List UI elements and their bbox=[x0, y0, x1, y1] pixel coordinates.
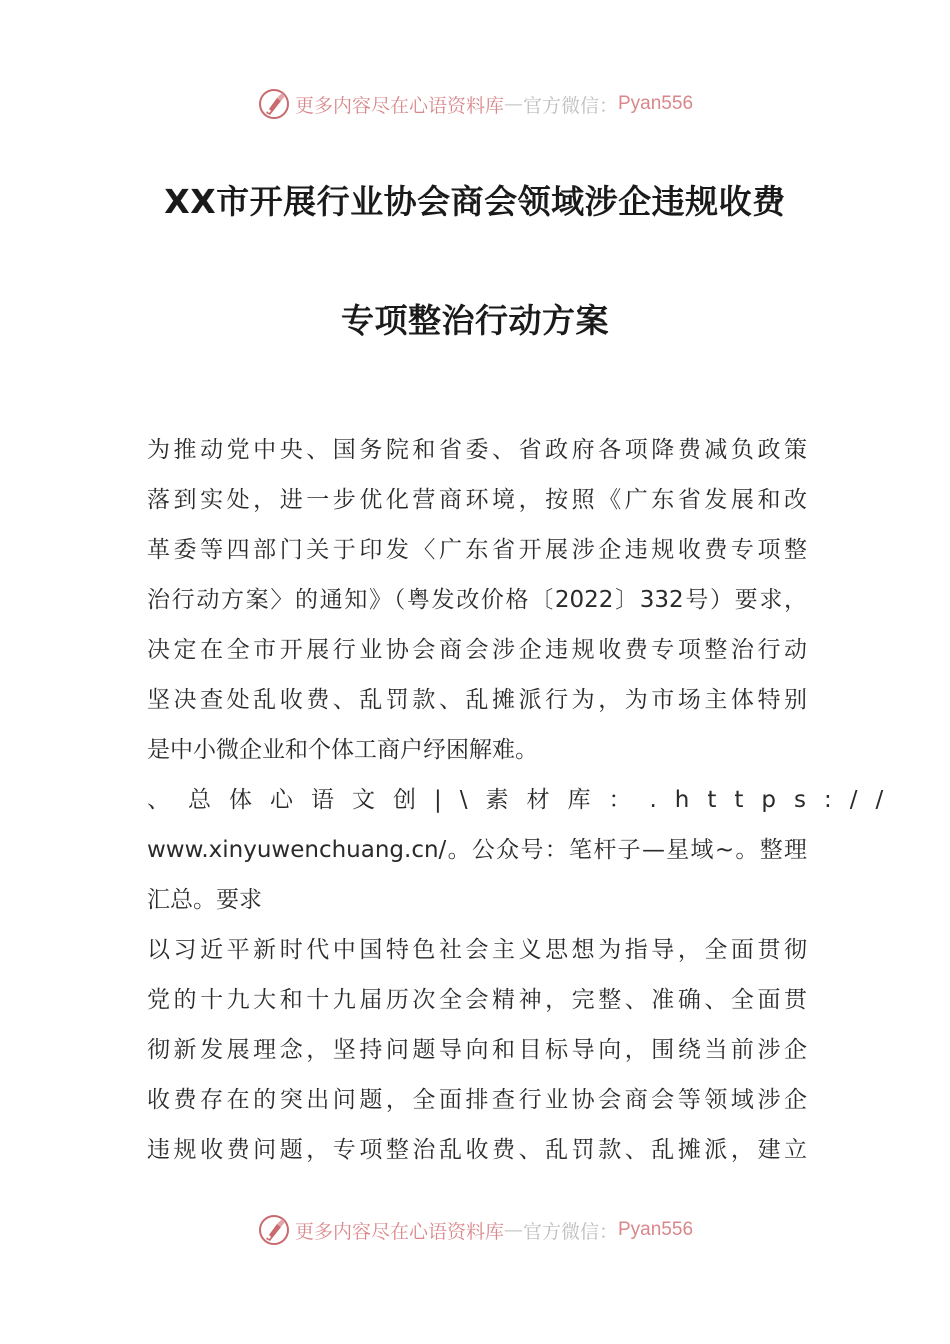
body-line: 决定在全市开展行业协会商会涉企违规收费专项整治行动 bbox=[147, 637, 807, 663]
body-line: 党的十九大和十九届历次全会精神，完整、准确、全面贯 bbox=[147, 987, 807, 1013]
body-line: 为推动党中央、国务院和省委、省政府各项降费减负政策 bbox=[147, 437, 807, 463]
body-line: 是中小微企业和个体工商户纾困解难。 bbox=[147, 737, 538, 763]
banner-dash: — bbox=[503, 93, 523, 115]
header-banner bbox=[0, 84, 950, 124]
pen-nib-logo-icon bbox=[257, 1213, 291, 1247]
banner-wechat-id: Pyan556 bbox=[618, 1219, 694, 1240]
body-line: 治行动方案〉的通知》（粤发改价格〔2022〕332号）要求， bbox=[147, 587, 807, 613]
banner-text: 更多内容尽在心语资料库 bbox=[294, 1220, 504, 1243]
body-line: 革委等四部门关于印发〈广东省开展涉企违规收费专项整 bbox=[147, 537, 807, 563]
banner-dash: — bbox=[503, 1219, 523, 1241]
body-line: 违规收费问题，专项整治乱收费、乱罚款、乱摊派，建立 bbox=[147, 1137, 807, 1163]
footer-banner bbox=[0, 1210, 950, 1250]
document-title-line-2: 专项整治行动方案 bbox=[341, 301, 609, 340]
banner-text: 更多内容尽在心语资料库 bbox=[294, 94, 504, 117]
banner-official-label: 官方微信： bbox=[522, 1220, 618, 1243]
body-line-url: www.xinyuwenchuang.cn/。公众号：笔杆子—星域~。整理 bbox=[147, 837, 807, 863]
banner-official-label: 官方微信： bbox=[522, 94, 618, 117]
pen-nib-logo-icon bbox=[257, 87, 291, 121]
document-title-line-1: XX市开展行业协会商会领域涉企违规收费 bbox=[164, 182, 786, 221]
body-line: 以习近平新时代中国特色社会主义思想为指导，全面贯彻 bbox=[147, 937, 807, 963]
body-line: 坚决查处乱收费、乱罚款、乱摊派行为，为市场主体特别 bbox=[147, 687, 807, 713]
body-line: 收费存在的突出问题，全面排查行业协会商会等领域涉企 bbox=[147, 1087, 807, 1113]
body-line: 、总体心语文创|\素材库：.https:// bbox=[147, 787, 902, 813]
banner-wechat-id: Pyan556 bbox=[618, 93, 694, 114]
body-line: 彻新发展理念，坚持问题导向和目标导向，围绕当前涉企 bbox=[147, 1037, 807, 1063]
body-line: 汇总。要求 bbox=[147, 887, 262, 913]
document-body bbox=[147, 425, 902, 1175]
body-line: 落到实处，进一步优化营商环境，按照《广东省发展和改 bbox=[147, 487, 807, 513]
